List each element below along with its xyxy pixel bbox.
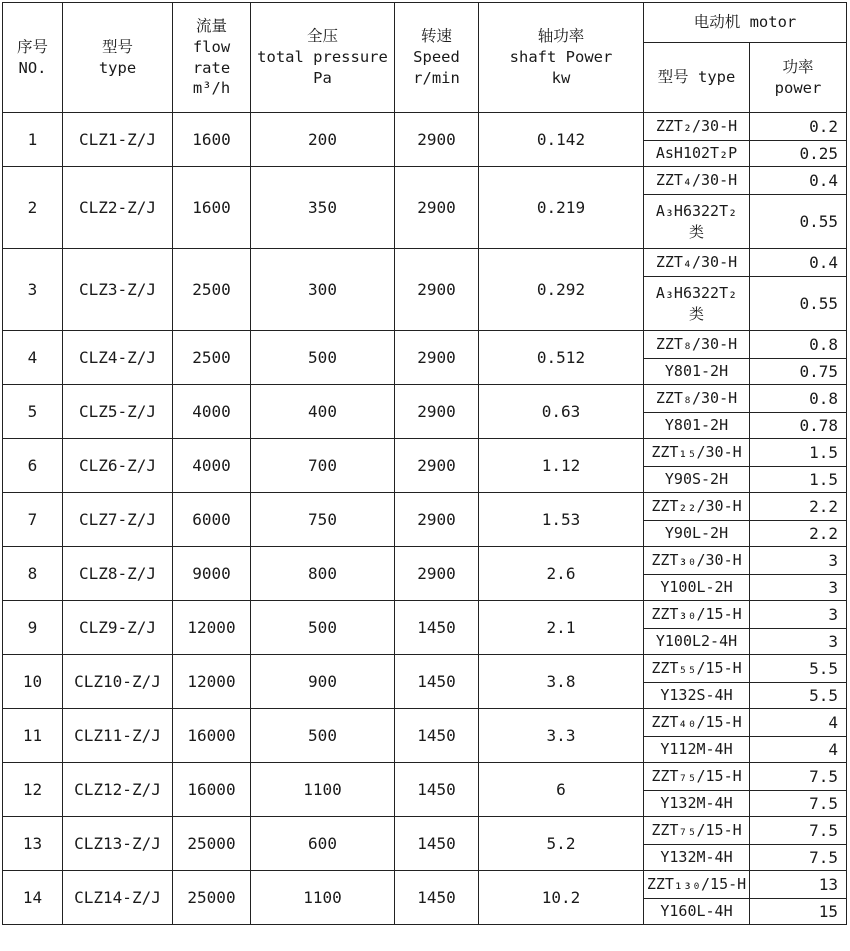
cell-motor-type: Y100L-2H	[644, 575, 750, 601]
cell-model: CLZ2-Z/J	[63, 167, 173, 249]
cell-motor-power: 0.25	[750, 141, 847, 167]
cell-pressure: 1100	[251, 871, 395, 925]
cell-model: CLZ11-Z/J	[63, 709, 173, 763]
cell-motor-power: 3	[750, 575, 847, 601]
table-row	[3, 249, 847, 277]
cell-motor-power: 0.8	[750, 331, 847, 359]
cell-pressure: 750	[251, 493, 395, 547]
table-row	[3, 871, 847, 899]
cell-no: 11	[3, 709, 63, 763]
cell-no: 2	[3, 167, 63, 249]
cell-motor-type: A₃H6322T₂ 类	[644, 195, 750, 249]
header-motor-type: 型号 type	[644, 43, 750, 113]
fan-spec-table	[2, 2, 847, 925]
cell-motor-power: 2.2	[750, 521, 847, 547]
cell-shaft-power: 0.512	[479, 331, 644, 385]
cell-motor-power: 3	[750, 601, 847, 629]
cell-pressure: 900	[251, 655, 395, 709]
cell-speed: 1450	[395, 871, 479, 925]
cell-pressure: 600	[251, 817, 395, 871]
cell-motor-type: ZZT₂₂/30-H	[644, 493, 750, 521]
cell-motor-power: 0.55	[750, 277, 847, 331]
cell-flow: 12000	[173, 601, 251, 655]
cell-flow: 6000	[173, 493, 251, 547]
cell-model: CLZ13-Z/J	[63, 817, 173, 871]
cell-motor-type: Y132M-4H	[644, 791, 750, 817]
table-body	[3, 113, 847, 925]
header-speed	[395, 3, 479, 113]
cell-motor-power: 5.5	[750, 683, 847, 709]
cell-motor-power: 0.75	[750, 359, 847, 385]
cell-motor-type: Y112M-4H	[644, 737, 750, 763]
cell-speed: 1450	[395, 709, 479, 763]
cell-no: 10	[3, 655, 63, 709]
cell-motor-type: Y132M-4H	[644, 845, 750, 871]
header-shaft-en: shaft Power	[509, 48, 613, 67]
cell-pressure: 700	[251, 439, 395, 493]
cell-flow: 25000	[173, 871, 251, 925]
cell-motor-type: Y801-2H	[644, 359, 750, 385]
cell-model: CLZ4-Z/J	[63, 331, 173, 385]
cell-pressure: 1100	[251, 763, 395, 817]
cell-motor-type: A₃H6322T₂ 类	[644, 277, 750, 331]
cell-speed: 1450	[395, 763, 479, 817]
cell-motor-power: 0.78	[750, 413, 847, 439]
cell-pressure: 200	[251, 113, 395, 167]
cell-speed: 2900	[395, 113, 479, 167]
cell-motor-power: 4	[750, 709, 847, 737]
cell-flow: 12000	[173, 655, 251, 709]
cell-no: 12	[3, 763, 63, 817]
cell-model: CLZ3-Z/J	[63, 249, 173, 331]
cell-flow: 1600	[173, 113, 251, 167]
cell-model: CLZ9-Z/J	[63, 601, 173, 655]
cell-motor-type: ZZT₈/30-H	[644, 331, 750, 359]
cell-pressure: 350	[251, 167, 395, 249]
cell-motor-type: Y132S-4H	[644, 683, 750, 709]
cell-motor-power: 3	[750, 629, 847, 655]
cell-motor-power: 13	[750, 871, 847, 899]
cell-motor-power: 1.5	[750, 439, 847, 467]
cell-motor-power: 0.2	[750, 113, 847, 141]
cell-no: 8	[3, 547, 63, 601]
cell-model: CLZ10-Z/J	[63, 655, 173, 709]
cell-shaft-power: 6	[479, 763, 644, 817]
cell-motor-power: 0.4	[750, 167, 847, 195]
cell-speed: 1450	[395, 817, 479, 871]
cell-no: 5	[3, 385, 63, 439]
cell-speed: 1450	[395, 655, 479, 709]
cell-shaft-power: 2.1	[479, 601, 644, 655]
header-pressure-cn: 全压	[306, 27, 338, 46]
header-motor: 电动机 motor	[644, 3, 847, 43]
header-pressure-en: total pressure	[257, 48, 388, 67]
table-row	[3, 709, 847, 737]
cell-speed: 1450	[395, 601, 479, 655]
cell-flow: 9000	[173, 547, 251, 601]
cell-no: 9	[3, 601, 63, 655]
table-row	[3, 493, 847, 521]
cell-model: CLZ12-Z/J	[63, 763, 173, 817]
spec-table-container	[2, 2, 847, 925]
cell-motor-power: 1.5	[750, 467, 847, 493]
cell-shaft-power: 3.3	[479, 709, 644, 763]
cell-speed: 2900	[395, 439, 479, 493]
cell-speed: 2900	[395, 249, 479, 331]
cell-motor-power: 4	[750, 737, 847, 763]
cell-shaft-power: 10.2	[479, 871, 644, 925]
header-shaft-unit: kw	[551, 68, 571, 87]
cell-model: CLZ5-Z/J	[63, 385, 173, 439]
header-shaft-power	[479, 3, 644, 113]
cell-motor-power: 7.5	[750, 791, 847, 817]
table-row	[3, 763, 847, 791]
header-motor-power-cn: 功率	[782, 57, 814, 76]
header-speed-en: Speed	[413, 48, 460, 67]
cell-model: CLZ1-Z/J	[63, 113, 173, 167]
header-no-en: NO.	[18, 58, 47, 77]
cell-shaft-power: 0.63	[479, 385, 644, 439]
header-no-cn: 序号	[16, 37, 48, 56]
cell-motor-power: 2.2	[750, 493, 847, 521]
cell-motor-type: ZZT₄/30-H	[644, 167, 750, 195]
cell-shaft-power: 5.2	[479, 817, 644, 871]
table-row	[3, 655, 847, 683]
cell-motor-type: ZZT₅₅/15-H	[644, 655, 750, 683]
cell-motor-type: ZZT₄/30-H	[644, 249, 750, 277]
cell-pressure: 800	[251, 547, 395, 601]
cell-pressure: 500	[251, 601, 395, 655]
cell-motor-type: ZZT₇₅/15-H	[644, 763, 750, 791]
cell-pressure: 500	[251, 331, 395, 385]
cell-motor-power: 7.5	[750, 845, 847, 871]
cell-shaft-power: 0.219	[479, 167, 644, 249]
cell-shaft-power: 1.53	[479, 493, 644, 547]
cell-no: 6	[3, 439, 63, 493]
header-flow-en2: rate	[192, 58, 231, 77]
cell-no: 3	[3, 249, 63, 331]
table-row	[3, 167, 847, 195]
cell-motor-type: Y801-2H	[644, 413, 750, 439]
cell-motor-type: Y100L2-4H	[644, 629, 750, 655]
cell-model: CLZ7-Z/J	[63, 493, 173, 547]
header-pressure	[251, 3, 395, 113]
cell-flow: 4000	[173, 385, 251, 439]
cell-motor-type: ZZT₂/30-H	[644, 113, 750, 141]
cell-pressure: 400	[251, 385, 395, 439]
header-type-cn: 型号	[101, 37, 133, 56]
table-row	[3, 113, 847, 141]
cell-no: 14	[3, 871, 63, 925]
header-pressure-unit: Pa	[313, 68, 332, 87]
cell-shaft-power: 3.8	[479, 655, 644, 709]
cell-motor-power: 3	[750, 547, 847, 575]
cell-flow: 4000	[173, 439, 251, 493]
cell-flow: 25000	[173, 817, 251, 871]
cell-speed: 2900	[395, 331, 479, 385]
table-row	[3, 385, 847, 413]
cell-motor-type: ZZT₇₅/15-H	[644, 817, 750, 845]
cell-speed: 2900	[395, 385, 479, 439]
cell-no: 7	[3, 493, 63, 547]
header-no	[3, 3, 63, 113]
table-row	[3, 817, 847, 845]
cell-motor-power: 0.4	[750, 249, 847, 277]
cell-model: CLZ8-Z/J	[63, 547, 173, 601]
cell-motor-power: 7.5	[750, 763, 847, 791]
cell-motor-type: Y90L-2H	[644, 521, 750, 547]
cell-model: CLZ14-Z/J	[63, 871, 173, 925]
cell-motor-type: ZZT₁₃₀/15-H	[644, 871, 750, 899]
cell-flow: 16000	[173, 709, 251, 763]
cell-motor-power: 0.55	[750, 195, 847, 249]
cell-motor-power: 15	[750, 899, 847, 925]
header-motor-power	[750, 43, 847, 113]
cell-speed: 2900	[395, 547, 479, 601]
cell-no: 13	[3, 817, 63, 871]
cell-motor-type: ZZT₃₀/15-H	[644, 601, 750, 629]
header-motor-power-en: power	[774, 78, 822, 97]
cell-motor-type: ZZT₁₅/30-H	[644, 439, 750, 467]
cell-flow: 1600	[173, 167, 251, 249]
header-flow-cn: 流量	[195, 16, 227, 35]
header-shaft-cn: 轴功率	[537, 27, 585, 46]
cell-shaft-power: 1.12	[479, 439, 644, 493]
header-flow	[173, 3, 251, 113]
table-row	[3, 439, 847, 467]
header-speed-unit: r/min	[413, 68, 460, 87]
header-flow-en1: flow	[192, 37, 231, 56]
table-row	[3, 547, 847, 575]
cell-motor-type: Y90S-2H	[644, 467, 750, 493]
cell-motor-type: ZZT₈/30-H	[644, 385, 750, 413]
table-row	[3, 331, 847, 359]
cell-motor-type: AsH102T₂P	[644, 141, 750, 167]
header-speed-cn: 转速	[420, 27, 452, 46]
header-flow-unit: m³/h	[192, 79, 231, 98]
cell-motor-type: ZZT₃₀/30-H	[644, 547, 750, 575]
cell-speed: 2900	[395, 493, 479, 547]
cell-flow: 16000	[173, 763, 251, 817]
cell-flow: 2500	[173, 331, 251, 385]
cell-shaft-power: 0.292	[479, 249, 644, 331]
cell-motor-type: ZZT₄₀/15-H	[644, 709, 750, 737]
cell-pressure: 300	[251, 249, 395, 331]
cell-motor-power: 5.5	[750, 655, 847, 683]
cell-flow: 2500	[173, 249, 251, 331]
cell-shaft-power: 0.142	[479, 113, 644, 167]
cell-speed: 2900	[395, 167, 479, 249]
header-type-en: type	[98, 58, 137, 77]
header-type	[63, 3, 173, 113]
table-row	[3, 601, 847, 629]
cell-shaft-power: 2.6	[479, 547, 644, 601]
cell-pressure: 500	[251, 709, 395, 763]
cell-no: 4	[3, 331, 63, 385]
cell-motor-power: 0.8	[750, 385, 847, 413]
cell-motor-power: 7.5	[750, 817, 847, 845]
cell-no: 1	[3, 113, 63, 167]
cell-motor-type: Y160L-4H	[644, 899, 750, 925]
cell-model: CLZ6-Z/J	[63, 439, 173, 493]
